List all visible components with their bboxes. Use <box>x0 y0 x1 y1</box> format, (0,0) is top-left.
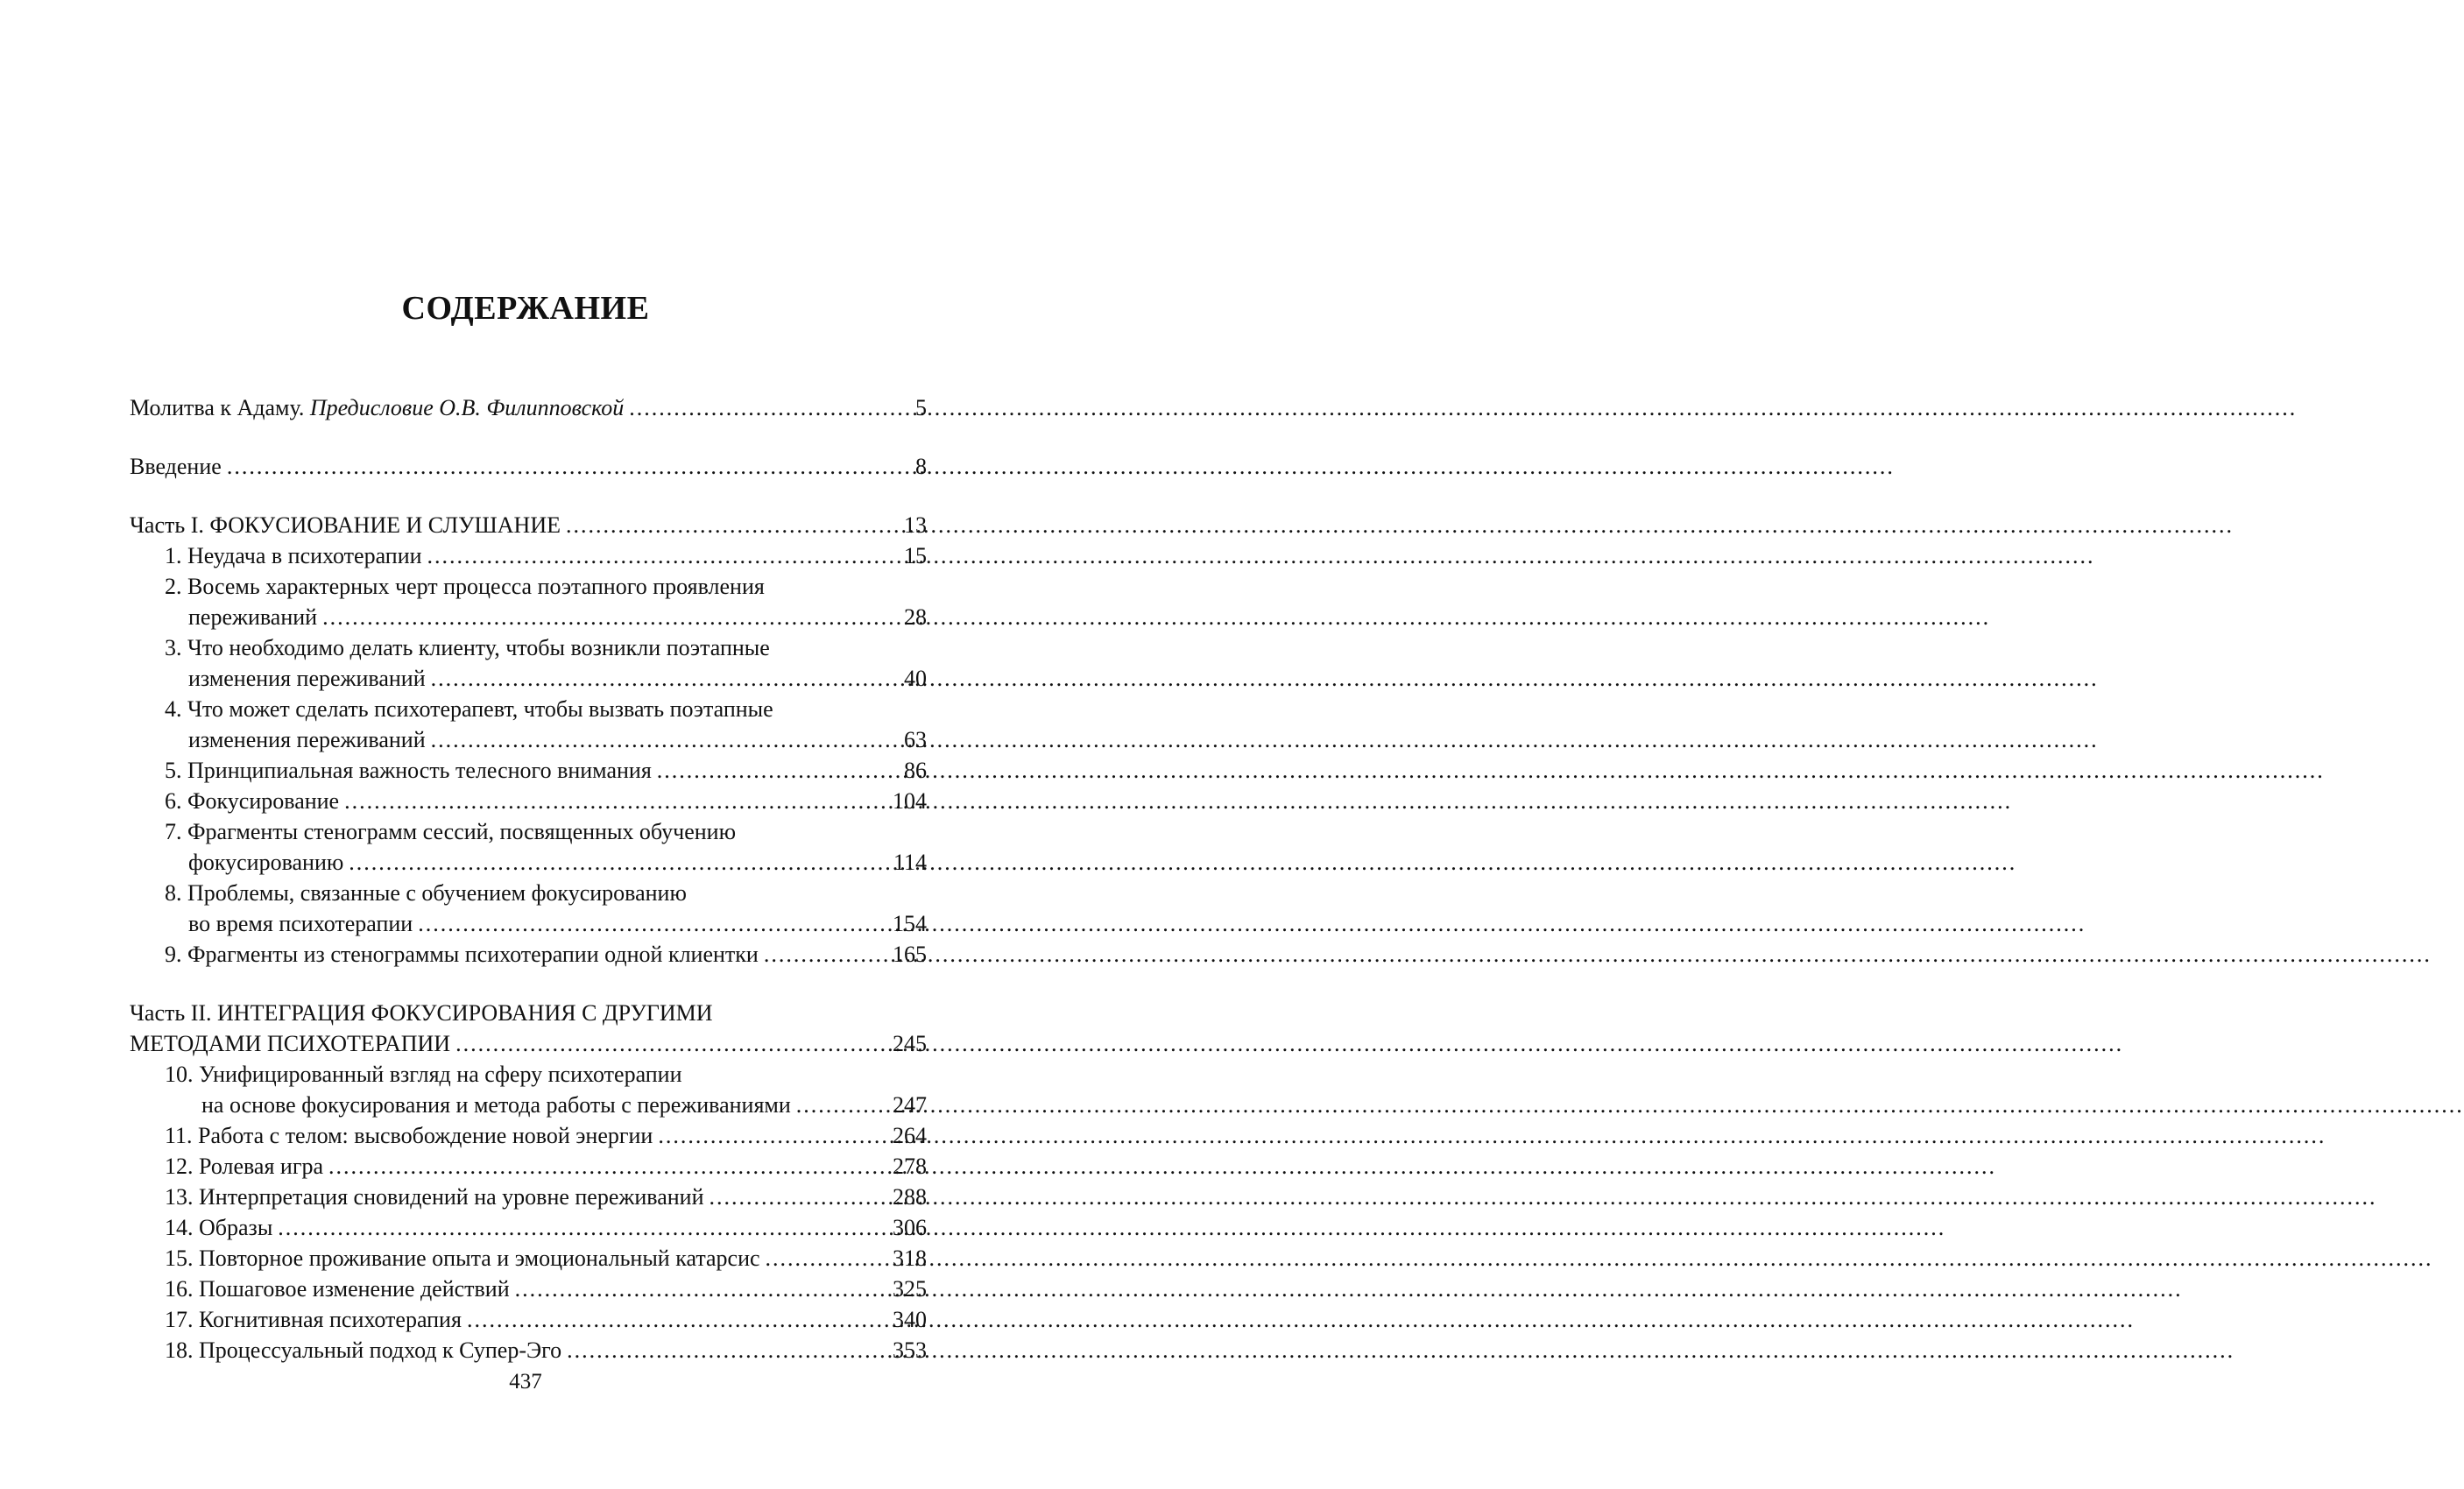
leader-dots <box>322 602 900 632</box>
toc-entry-text: Фрагменты стенограмм сессий, посвященных обучению <box>187 819 737 844</box>
toc-entry-text: Образы <box>199 1215 273 1240</box>
toc-page-number: 154 <box>893 911 927 936</box>
page-title: СОДЕРЖАНИЕ <box>401 290 650 327</box>
toc-page-number: 264 <box>893 1123 927 1148</box>
chapter-number: 18. <box>165 1337 194 1363</box>
toc-entry-text: Повторное проживание опыта и эмоциональный катарсис <box>199 1246 760 1271</box>
toc-page-number: 353 <box>893 1337 927 1363</box>
toc-entry-ch17[interactable] <box>130 1304 927 1335</box>
chapter-number: 4. <box>165 696 182 722</box>
toc-entry-ch2[interactable] <box>130 571 927 632</box>
chapter-number: 7. <box>165 819 182 844</box>
toc-entry-text: Пошаговое изменение действий <box>199 1276 510 1302</box>
toc-entry-text: Работа с телом: высвобождение новой энергии <box>198 1123 653 1148</box>
leader-dots <box>344 786 889 816</box>
toc-entry-ch7[interactable] <box>130 816 927 878</box>
toc-entry-text: Проблемы, связанные с обучением фокусированию <box>187 880 687 906</box>
toc-entry-text: Принципиальная важность телесного внимания <box>187 758 652 783</box>
toc-entry-text: Что может сделать психотерапевт, чтобы вызвать поэтапные <box>187 696 773 722</box>
leader-dots <box>227 451 912 482</box>
leader-dots <box>629 392 912 423</box>
leader-dots <box>764 939 889 970</box>
toc-page-number: 245 <box>893 1031 927 1056</box>
toc-part-heading: Часть II. ИНТЕГРАЦИЯ ФОКУСИРОВАНИЯ С ДРУГИМИ <box>130 1000 713 1026</box>
toc-entry-ch9[interactable] <box>130 939 927 970</box>
toc-entry-ch8[interactable] <box>130 878 927 939</box>
toc-page-number: 340 <box>893 1307 927 1332</box>
page-number-footer: 437 <box>509 1370 542 1394</box>
toc-entry-ch14[interactable] <box>130 1212 927 1243</box>
leader-dots <box>658 1120 889 1151</box>
toc-entry-ch13[interactable] <box>130 1182 927 1212</box>
toc-page-number: 86 <box>904 758 927 783</box>
toc-entry-ch15[interactable] <box>130 1243 927 1274</box>
chapter-number: 16. <box>165 1276 194 1302</box>
toc-page-number: 8 <box>915 454 927 479</box>
toc-entry-part2[interactable] <box>130 998 927 1059</box>
leader-dots <box>418 908 889 939</box>
leader-dots <box>328 1151 889 1182</box>
leader-dots <box>709 1182 889 1212</box>
toc-entry-text-continued: на основе фокусирования и метода работы с переживаниями <box>201 1092 791 1118</box>
toc-entry-text: Фокусирование <box>187 788 340 814</box>
document-page <box>0 0 1051 1489</box>
toc-entry-part1[interactable] <box>130 510 927 540</box>
leader-dots <box>515 1274 889 1304</box>
table-of-contents <box>130 392 927 1366</box>
leader-dots <box>455 1028 889 1059</box>
chapter-number: 5. <box>165 758 182 783</box>
toc-page-number: 278 <box>893 1154 927 1179</box>
toc-entry-text: Восемь характерных черт процесса поэтапного проявления <box>187 574 765 599</box>
toc-entry-ch12[interactable] <box>130 1151 927 1182</box>
toc-entry-text-continued: изменения переживаний <box>188 727 426 752</box>
toc-entry-text: Что необходимо делать клиенту, чтобы возникли поэтапные <box>187 635 770 660</box>
toc-entry-ch1[interactable] <box>130 540 927 571</box>
leader-dots <box>427 540 900 571</box>
toc-page-number: 40 <box>904 666 927 691</box>
chapter-number: 6. <box>165 788 182 814</box>
toc-entry-ch18[interactable] <box>130 1335 927 1366</box>
chapter-number: 10. <box>165 1062 194 1087</box>
toc-entry-text: Неудача в психотерапии <box>187 543 422 568</box>
toc-part-heading: Часть I. ФОКУСИОВАНИЕ И СЛУШАНИЕ <box>130 512 561 538</box>
toc-entry-text: Интерпретация сновидений на уровне переживаний <box>199 1184 704 1210</box>
toc-entry-text: Ролевая игра <box>199 1154 324 1179</box>
toc-page-number: 247 <box>893 1092 927 1118</box>
chapter-number: 14. <box>165 1215 194 1240</box>
leader-dots <box>657 755 900 786</box>
toc-entry-text-continued: изменения переживаний <box>188 666 426 691</box>
leader-dots <box>467 1304 889 1335</box>
toc-entry-text: Унифицированный взгляд на сферу психотерапии <box>199 1062 682 1087</box>
chapter-number: 9. <box>165 942 182 967</box>
toc-page-number: 318 <box>893 1246 927 1271</box>
leader-dots <box>567 1335 889 1366</box>
chapter-number: 12. <box>165 1154 194 1179</box>
toc-entry-ch4[interactable] <box>130 694 927 755</box>
chapter-number: 11. <box>165 1123 193 1148</box>
leader-dots <box>431 724 900 755</box>
toc-page-number: 288 <box>893 1184 927 1210</box>
toc-entry-text: Когнитивная психотерапия <box>199 1307 462 1332</box>
toc-entry-text-continued: во время психотерапии <box>188 911 413 936</box>
toc-entry-intro[interactable] <box>130 451 927 482</box>
toc-page-number: 325 <box>893 1276 927 1302</box>
leader-dots <box>278 1212 889 1243</box>
toc-entry-italic-text: Предисловие О.В. Филипповской <box>309 395 625 420</box>
toc-entry-text: Фрагменты из стенограммы психотерапии одной клиентки <box>187 942 759 967</box>
toc-page-number: 165 <box>893 942 927 967</box>
leader-dots <box>431 663 900 694</box>
toc-entry-text-continued: фокусированию <box>188 850 344 875</box>
toc-page-number: 15 <box>904 543 927 568</box>
toc-page-number: 114 <box>893 850 927 875</box>
chapter-number: 13. <box>165 1184 194 1210</box>
leader-dots <box>566 510 900 540</box>
toc-entry-text: Введение <box>130 454 222 479</box>
toc-page-number: 5 <box>915 395 927 420</box>
toc-entry-ch6[interactable] <box>130 786 927 816</box>
toc-entry-ch16[interactable] <box>130 1274 927 1304</box>
leader-dots <box>796 1090 889 1120</box>
toc-entry-ch10[interactable] <box>130 1059 927 1120</box>
toc-entry-text: Процессуальный подход к Супер-Эго <box>199 1337 562 1363</box>
toc-entry-ch5[interactable] <box>130 755 927 786</box>
chapter-number: 2. <box>165 574 182 599</box>
chapter-number: 17. <box>165 1307 194 1332</box>
toc-entry-text: Молитва к Адаму. <box>130 395 305 420</box>
leader-dots <box>766 1243 889 1274</box>
toc-page-number: 104 <box>893 788 927 814</box>
toc-page-number: 28 <box>904 604 927 630</box>
toc-entry-prayer[interactable] <box>130 392 927 423</box>
toc-entry-ch3[interactable] <box>130 632 927 694</box>
toc-page-number: 13 <box>904 512 927 538</box>
toc-entry-ch11[interactable] <box>130 1120 927 1151</box>
chapter-number: 1. <box>165 543 182 568</box>
chapter-number: 3. <box>165 635 182 660</box>
toc-entry-text-continued: переживаний <box>188 604 318 630</box>
chapter-number: 8. <box>165 880 182 906</box>
chapter-number: 15. <box>165 1246 194 1271</box>
toc-part-heading-continued: МЕТОДАМИ ПСИХОТЕРАПИИ <box>130 1031 451 1056</box>
toc-page-number: 63 <box>904 727 927 752</box>
leader-dots <box>349 847 890 878</box>
toc-page-number: 306 <box>893 1215 927 1240</box>
